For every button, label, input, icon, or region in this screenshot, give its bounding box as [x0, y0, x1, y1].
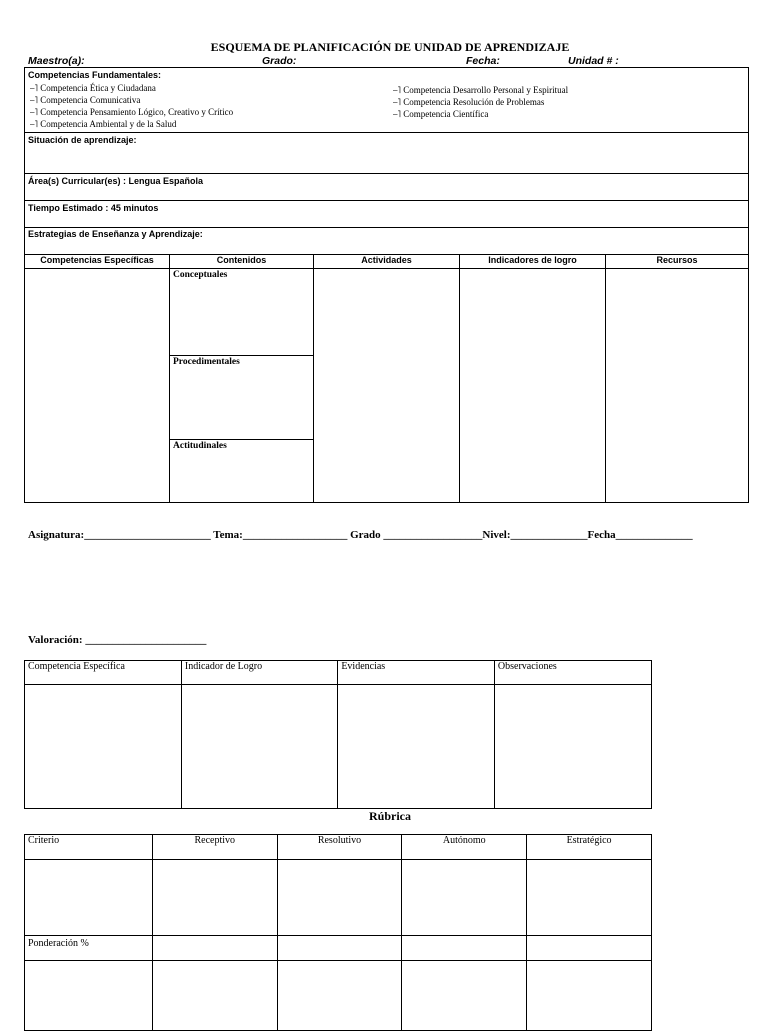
estrategias-label: Estrategias de Enseñanza y Aprendizaje: — [28, 229, 203, 239]
unidad-label: Unidad # : — [568, 55, 619, 67]
plan-table-header — [25, 254, 748, 269]
competencia-item: ⎯˥ Competencia Desarrollo Personal y Espiritual — [393, 85, 569, 95]
rubrica-cell[interactable] — [277, 961, 402, 1031]
tiempo-label: Tiempo Estimado : 45 minutos — [28, 203, 159, 213]
valoracion-header-cell: Evidencias — [338, 661, 495, 685]
plan-col-actividades[interactable] — [314, 269, 460, 502]
header-competencias: Competencias Específicas — [25, 255, 170, 269]
rubrica-cell[interactable] — [402, 936, 527, 961]
asignatura-field[interactable]: Asignatura:_______________________ — [28, 529, 211, 541]
fecha-label: Fecha: — [466, 55, 500, 67]
ponderacion-label: Ponderación % — [25, 936, 153, 961]
competencia-item: ⎯˥ Competencia Ambiental y de la Salud — [30, 119, 177, 129]
rubrica-cell[interactable] — [527, 936, 652, 961]
valoracion-cell[interactable] — [338, 685, 495, 809]
table-row — [25, 661, 652, 685]
header-actividades: Actividades — [314, 255, 460, 269]
valoracion-header-cell: Indicador de Logro — [181, 661, 337, 685]
rubrica-cell[interactable] — [402, 860, 527, 936]
rubrica-cell[interactable] — [277, 860, 402, 936]
subject-line — [28, 529, 693, 541]
maestro-label: Maestro(a): — [28, 55, 85, 67]
rubrica-header-cell: Criterio — [25, 835, 153, 860]
header-recursos: Recursos — [656, 255, 698, 265]
actitudinales-label: Actitudinales — [173, 441, 227, 451]
procedimentales-label: Procedimentales — [173, 357, 240, 367]
competencias-section — [25, 68, 748, 133]
rubrica-cell[interactable] — [152, 860, 277, 936]
contenidos-divider — [170, 355, 313, 356]
competencia-item: ⎯˥ Competencia Comunicativa — [30, 95, 141, 105]
table-row — [25, 835, 652, 860]
tema-field[interactable]: Tema:___________________ — [213, 529, 348, 541]
competencias-heading: Competencias Fundamentales: — [28, 70, 162, 80]
page-title: ESQUEMA DE PLANIFICACIÓN DE UNIDAD DE APRENDIZAJE — [210, 40, 570, 54]
competencia-item: ⎯˥ Competencia Pensamiento Lógico, Creativo y Crítico — [30, 107, 234, 117]
contenidos-divider — [170, 439, 313, 440]
rubrica-header-cell: Receptivo — [152, 835, 277, 860]
rubrica-cell[interactable] — [527, 860, 652, 936]
conceptuales-label: Conceptuales — [173, 270, 228, 280]
rubrica-cell[interactable] — [25, 961, 153, 1031]
rubrica-cell[interactable] — [402, 961, 527, 1031]
valoracion-header-cell: Observaciones — [494, 661, 651, 685]
valoracion-cell[interactable] — [25, 685, 182, 809]
rubrica-header-cell: Autónomo — [402, 835, 527, 860]
plan-col-indicadores[interactable] — [460, 269, 606, 502]
table-row — [25, 685, 652, 809]
header-contenidos: Contenidos — [170, 255, 314, 269]
competencias-right-list — [393, 84, 568, 120]
header-indicadores: Indicadores de logro — [460, 255, 606, 269]
area-label: Área(s) Curricular(es) : Lengua Española — [28, 176, 204, 186]
grado-field[interactable]: Grado __________________ — [350, 529, 483, 541]
rubrica-header-cell: Resolutivo — [277, 835, 402, 860]
tiempo-row — [25, 200, 748, 228]
competencia-item: ⎯˥ Competencia Ética y Ciudadana — [30, 83, 156, 93]
fecha-field[interactable]: Fecha______________ — [587, 529, 693, 541]
table-row — [25, 936, 652, 961]
rubrica-cell[interactable] — [152, 961, 277, 1031]
estrategias-row — [25, 227, 748, 255]
table-row — [25, 860, 652, 936]
area-row — [25, 173, 748, 201]
nivel-field[interactable]: Nivel:______________ — [482, 529, 588, 541]
rubrica-cell[interactable] — [25, 860, 153, 936]
plan-col-recursos[interactable] — [606, 269, 748, 502]
plan-col-contenidos — [170, 269, 314, 502]
rubrica-cell[interactable] — [277, 936, 402, 961]
valoracion-table — [24, 660, 652, 809]
grado-label: Grado: — [262, 55, 297, 67]
competencias-left-list — [30, 82, 233, 130]
planning-form — [24, 67, 749, 503]
valoracion-cell[interactable] — [494, 685, 651, 809]
table-row — [25, 961, 652, 1031]
valoracion-cell[interactable] — [181, 685, 337, 809]
rubrica-title: Rúbrica — [369, 809, 411, 823]
competencia-item: ⎯˥ Competencia Resolución de Problemas — [393, 97, 545, 107]
valoracion-label: Valoración: ______________________ — [28, 634, 207, 646]
situacion-row — [25, 132, 748, 174]
situacion-label: Situación de aprendizaje: — [28, 135, 137, 145]
rubrica-cell[interactable] — [152, 936, 277, 961]
competencia-item: ⎯˥ Competencia Científica — [393, 109, 489, 119]
valoracion-header-cell: Competencia Específica — [25, 661, 182, 685]
rubrica-header-cell: Estratégico — [527, 835, 652, 860]
rubrica-cell[interactable] — [527, 961, 652, 1031]
rubrica-table — [24, 834, 652, 1031]
